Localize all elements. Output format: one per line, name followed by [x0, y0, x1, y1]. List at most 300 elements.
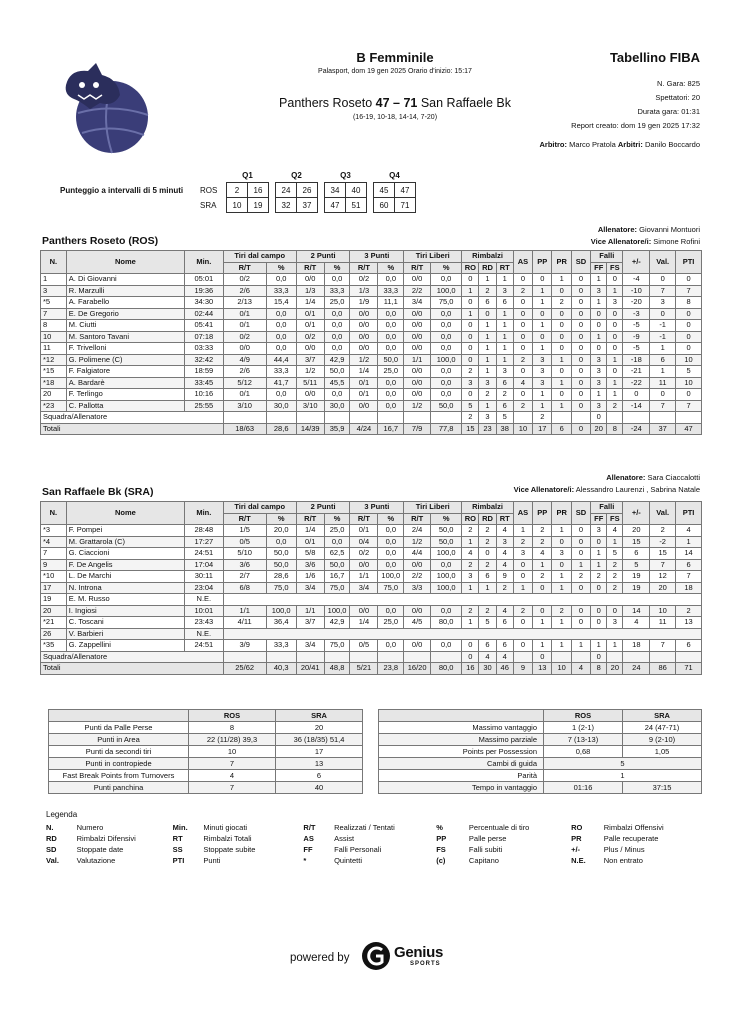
stat-cell: -5 [623, 343, 650, 355]
player-minutes: 32:42 [184, 354, 223, 366]
col-number: N. [41, 502, 67, 525]
stat-cell: 0/2 [223, 331, 266, 343]
stat-cell: 86 [650, 663, 676, 675]
vice-coach-name: Simone Rofini [653, 237, 700, 246]
stat-cell: 0 [607, 320, 623, 332]
stat-cell: 1/2 [404, 536, 431, 548]
stat-cell: 1 [552, 525, 571, 537]
venue-info: Palasport, dom 19 gen 2025 Orario d'inizio: 15:17 [318, 68, 472, 75]
stat-cell: 16/20 [404, 663, 431, 675]
stat-cell: 1 [496, 308, 513, 320]
stat-cell: 75,0 [324, 640, 350, 652]
report-created: Report creato: dom 19 gen 2025 17:32 [571, 121, 700, 130]
stat-cell: 5 [496, 412, 513, 424]
player-minutes: 25:55 [184, 400, 223, 412]
stat-cell: 25,0 [324, 297, 350, 309]
stat-cell: 25/62 [223, 663, 266, 675]
stat-cell: 33,3 [378, 285, 404, 297]
col-points: PTI [676, 251, 702, 274]
stat-cell: -21 [623, 366, 650, 378]
summary-value: 6 [276, 770, 363, 782]
stat-cell: 2 [462, 412, 479, 424]
player-name: L. De Marchi [66, 571, 184, 583]
stat-cell [571, 412, 590, 424]
stat-cell: 20 [623, 525, 650, 537]
competition-title: B Femminile [356, 50, 434, 65]
player-minutes: 17:27 [184, 536, 223, 548]
player-number: *18 [41, 377, 67, 389]
stat-cell: 20 [591, 423, 607, 435]
stat-cell: 0 [676, 320, 702, 332]
player-number: *10 [41, 571, 67, 583]
col-made-att: R/T [404, 262, 431, 274]
stat-cell: 6 [496, 400, 513, 412]
player-minutes: 23:43 [184, 617, 223, 629]
legend-key: FS [436, 845, 446, 854]
stat-cell: 46 [496, 663, 513, 675]
stat-cell: 0,0 [378, 559, 404, 571]
stat-cell: 1/1 [296, 605, 324, 617]
legend-desc: Stoppate date [76, 845, 124, 854]
player-number: *5 [41, 297, 67, 309]
stat-cell: 0/0 [404, 343, 431, 355]
stat-cell: 0/1 [223, 320, 266, 332]
team1-coach [591, 224, 700, 248]
stat-cell: 4/4 [404, 548, 431, 560]
stat-cell: 18 [676, 582, 702, 594]
stat-cell: 2 [513, 536, 532, 548]
stat-cell: 77,8 [431, 423, 462, 435]
stat-cell: 1 [533, 389, 552, 401]
legend-desc: Falli subiti [468, 845, 503, 854]
col-steals: PR [552, 502, 571, 525]
stat-cell: 2/2 [404, 285, 431, 297]
stat-cell: 0,0 [431, 389, 462, 401]
stat-cell: 3 [462, 377, 479, 389]
stat-cell: 37 [650, 423, 676, 435]
empty-stats [223, 594, 701, 606]
stat-cell: 75,0 [431, 297, 462, 309]
legend-key: FF [303, 845, 313, 854]
col-pct: % [324, 513, 350, 525]
stat-cell: 7 [650, 559, 676, 571]
player-number: 1 [41, 274, 67, 286]
player-number: 7 [41, 308, 67, 320]
legend-key: * [303, 856, 307, 865]
stat-cell: 3 [496, 536, 513, 548]
stat-cell: 4 [571, 663, 590, 675]
stat-cell: 6 [479, 571, 496, 583]
player-name: A. Farabello [66, 297, 184, 309]
legend-desc: Stoppate subite [203, 845, 256, 854]
stat-cell: 0,0 [431, 377, 462, 389]
stat-cell: 7 [650, 285, 676, 297]
stat-cell: 33,3 [324, 285, 350, 297]
stat-cell: 1 [513, 525, 532, 537]
stat-cell: 1 [650, 366, 676, 378]
stat-cell: 6 [676, 559, 702, 571]
stat-cell: 3/6 [296, 559, 324, 571]
stat-cell: 3/4 [296, 640, 324, 652]
stat-cell [623, 651, 650, 663]
stat-cell: 0 [607, 343, 623, 355]
stat-cell [324, 651, 350, 663]
summary-left-table [48, 709, 363, 794]
summary-value: 8 [189, 722, 276, 734]
stat-cell [607, 412, 623, 424]
stat-cell: 18 [623, 640, 650, 652]
stat-cell: 14 [623, 605, 650, 617]
legend-desc: Falli Personali [334, 845, 382, 854]
stat-cell: 0 [571, 400, 590, 412]
stat-cell: 0 [607, 331, 623, 343]
col-field-goals: Tiri dal campo [223, 251, 296, 263]
stat-cell: 0/0 [350, 308, 378, 320]
stat-cell: -9 [623, 331, 650, 343]
player-name: C. Pallotta [66, 400, 184, 412]
stat-cell: 100,0 [431, 354, 462, 366]
stat-cell: 0 [552, 320, 571, 332]
legend-key: Min. [172, 823, 188, 832]
stat-cell: 0 [591, 582, 607, 594]
stat-cell [404, 651, 431, 663]
stat-cell: 35,9 [324, 423, 350, 435]
player-number: *12 [41, 354, 67, 366]
player-row [41, 559, 702, 571]
game-number: N. Gara: 825 [657, 79, 700, 88]
stat-cell: 1 [591, 297, 607, 309]
stat-cell: 0/2 [350, 548, 378, 560]
stat-cell: 0/0 [350, 559, 378, 571]
interval-score: 2 [227, 183, 248, 198]
stat-cell: 0 [533, 582, 552, 594]
stat-cell: 0 [513, 297, 532, 309]
stat-cell: 48,8 [324, 663, 350, 675]
stat-cell: 0 [591, 651, 607, 663]
stat-cell: 1 [496, 274, 513, 286]
stat-cell: 1 [552, 640, 571, 652]
stat-cell: 1/1 [223, 605, 266, 617]
stat-cell: 0 [607, 605, 623, 617]
stat-cell: 3/6 [223, 559, 266, 571]
stat-cell: 0/2 [223, 274, 266, 286]
stat-cell: 0,0 [266, 331, 296, 343]
stat-cell: 1 [607, 354, 623, 366]
stat-cell: 2 [513, 400, 532, 412]
coach-label: Allenatore: [606, 473, 646, 482]
col-def-reb: RD [479, 262, 496, 274]
stat-cell [324, 412, 350, 424]
stat-cell: 3 [607, 617, 623, 629]
player-row [41, 331, 702, 343]
player-name: E. M. Russo [66, 594, 184, 606]
stat-cell: 1/2 [350, 354, 378, 366]
stat-cell: 50,0 [431, 400, 462, 412]
player-name: E. De Gregorio [66, 308, 184, 320]
stat-cell: 0,0 [378, 548, 404, 560]
interval-score: 37 [297, 198, 318, 213]
stat-cell: 0 [591, 617, 607, 629]
legend-key: R/T [303, 823, 316, 832]
stat-cell: 20 [650, 582, 676, 594]
stat-cell: 1 [513, 582, 532, 594]
stat-cell: 0 [650, 308, 676, 320]
brand-sub: SPORTS [410, 961, 441, 967]
stat-cell: 0 [479, 308, 496, 320]
player-row [41, 651, 702, 663]
stat-cell: 5/12 [223, 377, 266, 389]
stat-cell: 2 [479, 525, 496, 537]
stat-cell: 45,5 [324, 377, 350, 389]
summary-row [49, 722, 363, 734]
legend-key: RT [172, 834, 183, 843]
stat-cell: 2/7 [223, 571, 266, 583]
summary-label: Punti panchina [49, 782, 189, 794]
stat-cell: 4/5 [404, 617, 431, 629]
summary-row [379, 734, 702, 746]
home-team: Panthers Roseto [279, 96, 373, 110]
stat-cell: 7 [676, 285, 702, 297]
stat-cell: 1/5 [223, 525, 266, 537]
stat-cell: 2 [552, 297, 571, 309]
stat-cell: 40,3 [266, 663, 296, 675]
stat-cell: 62,5 [324, 548, 350, 560]
stat-cell: 11,1 [378, 297, 404, 309]
player-row [41, 285, 702, 297]
col-assists: AS [513, 251, 532, 274]
stat-cell: 6 [479, 297, 496, 309]
stat-cell: 1/9 [350, 297, 378, 309]
player-minutes: 19:36 [184, 285, 223, 297]
stat-cell: 0 [623, 389, 650, 401]
player-minutes: 07:18 [184, 331, 223, 343]
row-label: Squadra/Allenatore [41, 651, 224, 663]
stat-cell: 1 [533, 640, 552, 652]
col-minutes: Min. [184, 251, 223, 274]
player-minutes: 24:51 [184, 548, 223, 560]
summary-label: Fast Break Points from Turnovers [49, 770, 189, 782]
coach-name: Sara Ciaccalotti [647, 473, 700, 482]
stat-cell: 0/0 [350, 331, 378, 343]
stat-cell: 5/8 [296, 548, 324, 560]
stat-cell: 6 [479, 640, 496, 652]
col-fouls: Falli [591, 251, 623, 263]
stat-cell: 0/1 [350, 525, 378, 537]
stat-cell: 1 [496, 343, 513, 355]
stat-cell: 2 [479, 536, 496, 548]
player-minutes: 33:45 [184, 377, 223, 389]
stat-cell: 16,7 [324, 571, 350, 583]
stat-cell: 0/0 [404, 605, 431, 617]
stat-cell: 0 [552, 559, 571, 571]
stat-cell: 0 [462, 389, 479, 401]
summary-value: 7 (13-13) [544, 734, 623, 746]
col-made-att: R/T [296, 513, 324, 525]
player-name: G. Ciaccioni [66, 548, 184, 560]
stat-cell: 0/0 [296, 274, 324, 286]
player-minutes: 28:48 [184, 525, 223, 537]
stat-cell: 0 [552, 285, 571, 297]
legend-key: RD [46, 834, 57, 843]
team2-coach [514, 472, 700, 496]
legend-desc: Palle recuperate [603, 834, 659, 843]
stat-cell: 2 [462, 559, 479, 571]
stat-cell: 1 [533, 343, 552, 355]
stat-cell: 3 [479, 412, 496, 424]
stat-cell: 44,4 [266, 354, 296, 366]
stat-cell: 6 [496, 297, 513, 309]
q2-header: Q2 [291, 170, 302, 180]
summary-value: 1 [544, 770, 702, 782]
col-tot-reb: RT [496, 513, 513, 525]
stat-cell: 2 [496, 582, 513, 594]
player-minutes: 24:51 [184, 640, 223, 652]
stat-cell: 1/4 [296, 525, 324, 537]
player-minutes: 34:30 [184, 297, 223, 309]
stat-cell: 0 [533, 651, 552, 663]
stat-cell: 4 [496, 651, 513, 663]
player-number: *15 [41, 366, 67, 378]
stat-cell: 0,0 [324, 536, 350, 548]
stat-cell: 1 [552, 400, 571, 412]
stat-cell: 2 [462, 366, 479, 378]
summary-row [49, 734, 363, 746]
summary-label: Points per Possession [379, 746, 544, 758]
player-row [41, 640, 702, 652]
stat-cell: 0 [552, 536, 571, 548]
summary-value: 5 [544, 758, 702, 770]
stat-cell: 0/2 [296, 331, 324, 343]
stat-cell: 75,0 [266, 582, 296, 594]
stat-cell: 3/7 [296, 617, 324, 629]
summary-row [379, 782, 702, 794]
row-label: Totali [41, 663, 224, 675]
stat-cell: 0 [571, 320, 590, 332]
stat-cell: 0 [513, 571, 532, 583]
stat-cell [676, 412, 702, 424]
summary-label: Punti in Area [49, 734, 189, 746]
stat-cell: 28,6 [266, 423, 296, 435]
summary-label: Punti da Palle Perse [49, 722, 189, 734]
stat-cell: 0/1 [223, 389, 266, 401]
legend-title: Legenda [46, 810, 78, 819]
stat-cell: 0 [513, 640, 532, 652]
legend-key: PP [436, 834, 447, 843]
player-number: 20 [41, 389, 67, 401]
stat-cell: 0 [571, 354, 590, 366]
stat-cell: 4 [533, 548, 552, 560]
col-steals: PR [552, 251, 571, 274]
stat-cell: 3 [462, 571, 479, 583]
player-number: 7 [41, 548, 67, 560]
stat-cell: -20 [623, 297, 650, 309]
stat-cell: 1/2 [404, 400, 431, 412]
stat-cell: 4 [496, 559, 513, 571]
player-minutes: 10:16 [184, 389, 223, 401]
col-pct: % [378, 262, 404, 274]
col-free-throws: Tiri Liberi [404, 502, 462, 514]
stat-cell: 33,3 [266, 640, 296, 652]
stat-cell: -4 [623, 274, 650, 286]
stat-cell: 0,0 [324, 308, 350, 320]
player-row [41, 343, 702, 355]
stat-cell: 0,0 [378, 400, 404, 412]
stat-cell: 8 [607, 423, 623, 435]
player-row [41, 617, 702, 629]
coach-name: Giovanni Montuori [639, 225, 700, 234]
stat-cell: 0 [533, 605, 552, 617]
stat-cell: -1 [650, 331, 676, 343]
player-name: A. Bardarè [66, 377, 184, 389]
team2-stats-table [40, 501, 702, 675]
player-name: M. Grattarola (C) [66, 536, 184, 548]
stat-cell: 4/24 [350, 423, 378, 435]
stat-cell: 0 [533, 308, 552, 320]
stat-cell: 1 [552, 617, 571, 629]
genius-logo-icon [360, 940, 392, 972]
summary-value: 9 (2-10) [623, 734, 702, 746]
col-plus-minus: +/- [623, 251, 650, 274]
summary-value: 7 [189, 758, 276, 770]
stat-cell: 2 [479, 389, 496, 401]
score-dash: – [393, 96, 400, 110]
referee-name: Marco Pratola [569, 140, 616, 149]
stat-cell: 0 [513, 274, 532, 286]
stat-cell: 3/10 [223, 400, 266, 412]
stat-cell: 5 [623, 559, 650, 571]
stat-cell: 5/21 [350, 663, 378, 675]
stat-cell: 3 [533, 377, 552, 389]
col-assists: AS [513, 502, 532, 525]
stat-cell [431, 651, 462, 663]
away-score: 71 [403, 96, 418, 110]
player-name: R. Marzulli [66, 285, 184, 297]
stat-cell: -22 [623, 377, 650, 389]
stat-cell: 24 [623, 663, 650, 675]
player-number: 10 [41, 331, 67, 343]
stat-cell: 3 [496, 366, 513, 378]
stat-cell: 0/0 [404, 559, 431, 571]
row-label: Squadra/Allenatore [41, 412, 224, 424]
stat-cell: 1 [650, 343, 676, 355]
stat-cell: 0 [571, 331, 590, 343]
stat-cell: 0 [571, 548, 590, 560]
legend-desc: Assist [334, 834, 355, 843]
stat-cell: 15,4 [266, 297, 296, 309]
player-number: 20 [41, 605, 67, 617]
player-minutes: 05:01 [184, 274, 223, 286]
stat-cell: 75,0 [324, 582, 350, 594]
stat-cell: -1 [650, 320, 676, 332]
col-tot-reb: RT [496, 262, 513, 274]
stat-cell: 8 [676, 297, 702, 309]
stat-cell [404, 412, 431, 424]
stat-cell: 100,0 [431, 571, 462, 583]
stat-cell [552, 651, 571, 663]
stat-cell: 1 [533, 617, 552, 629]
stat-cell: 0 [571, 389, 590, 401]
stat-cell: 1 [496, 331, 513, 343]
stat-cell: 0 [571, 308, 590, 320]
stat-cell: 38 [496, 423, 513, 435]
stat-cell: 1/1 [404, 354, 431, 366]
stat-cell: 2 [607, 571, 623, 583]
stat-cell: 2 [571, 571, 590, 583]
stat-cell: 47 [676, 423, 702, 435]
stat-cell: 0 [513, 559, 532, 571]
stat-cell: 2 [462, 605, 479, 617]
stat-cell: 12 [650, 571, 676, 583]
